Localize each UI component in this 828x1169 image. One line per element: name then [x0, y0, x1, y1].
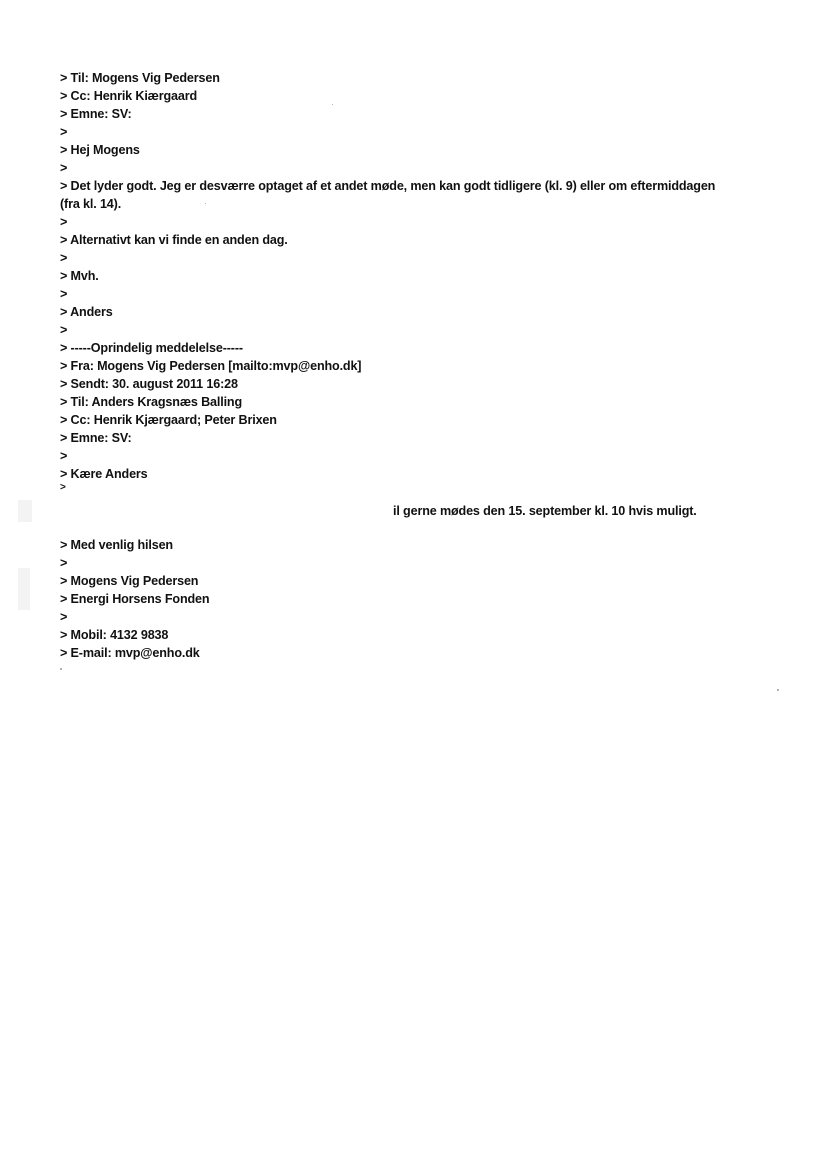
quote-marker: >	[60, 215, 68, 229]
body-text-continued: (fra kl. 14).	[60, 197, 122, 211]
original-greeting: > Kære Anders	[60, 467, 148, 481]
scan-speck	[60, 668, 62, 670]
original-sent: > Sendt: 30. august 2011 16:28	[60, 377, 238, 391]
closing: > Mvh.	[60, 269, 99, 283]
scan-speck	[205, 203, 206, 204]
signature-name: > Anders	[60, 305, 113, 319]
redacted-area	[58, 497, 388, 523]
quote-marker: >	[60, 556, 68, 570]
scan-shadow-left	[18, 500, 32, 522]
original-from: > Fra: Mogens Vig Pedersen [mailto:mvp@enho.dk]	[60, 359, 362, 373]
original-to: > Til: Anders Kragsnæs Balling	[60, 395, 243, 409]
quote-marker: >	[60, 251, 68, 265]
original-body-text: il gerne mødes den 15. september kl. 10 hvis muligt.	[393, 504, 697, 518]
scan-speck	[332, 104, 333, 105]
original-subject: > Emne: SV:	[60, 431, 132, 445]
greeting: > Hej Mogens	[60, 143, 140, 157]
original-cc: > Cc: Henrik Kjærgaard; Peter Brixen	[60, 413, 277, 427]
header-cc: > Cc: Henrik Kiærgaard	[60, 89, 198, 103]
header-subject: > Emne: SV:	[60, 107, 132, 121]
signature-full-name: > Mogens Vig Pedersen	[60, 574, 199, 588]
header-to: > Til: Mogens Vig Pedersen	[60, 71, 220, 85]
quote-marker: >	[60, 287, 68, 301]
original-closing: > Med venlig hilsen	[60, 538, 173, 552]
quote-marker: >	[60, 482, 66, 493]
signature-organization: > Energi Horsens Fonden	[60, 592, 210, 606]
body-text: > Alternativt kan vi finde en anden dag.	[60, 233, 288, 247]
scan-speck	[777, 689, 779, 691]
signature-email: > E-mail: mvp@enho.dk	[60, 646, 200, 660]
quote-marker: >	[60, 449, 68, 463]
original-message-divider: > -----Oprindelig meddelelse-----	[60, 341, 243, 355]
scan-shadow-left-lower	[18, 568, 30, 610]
quote-marker: >	[60, 323, 68, 337]
signature-mobile: > Mobil: 4132 9838	[60, 628, 169, 642]
quote-marker: >	[60, 161, 68, 175]
quote-marker: >	[60, 610, 68, 624]
quote-marker: >	[60, 125, 68, 139]
body-text: > Det lyder godt. Jeg er desværre optaget af et andet møde, men kan godt tidligere (kl. 9) eller om eftermiddagen	[60, 179, 716, 193]
